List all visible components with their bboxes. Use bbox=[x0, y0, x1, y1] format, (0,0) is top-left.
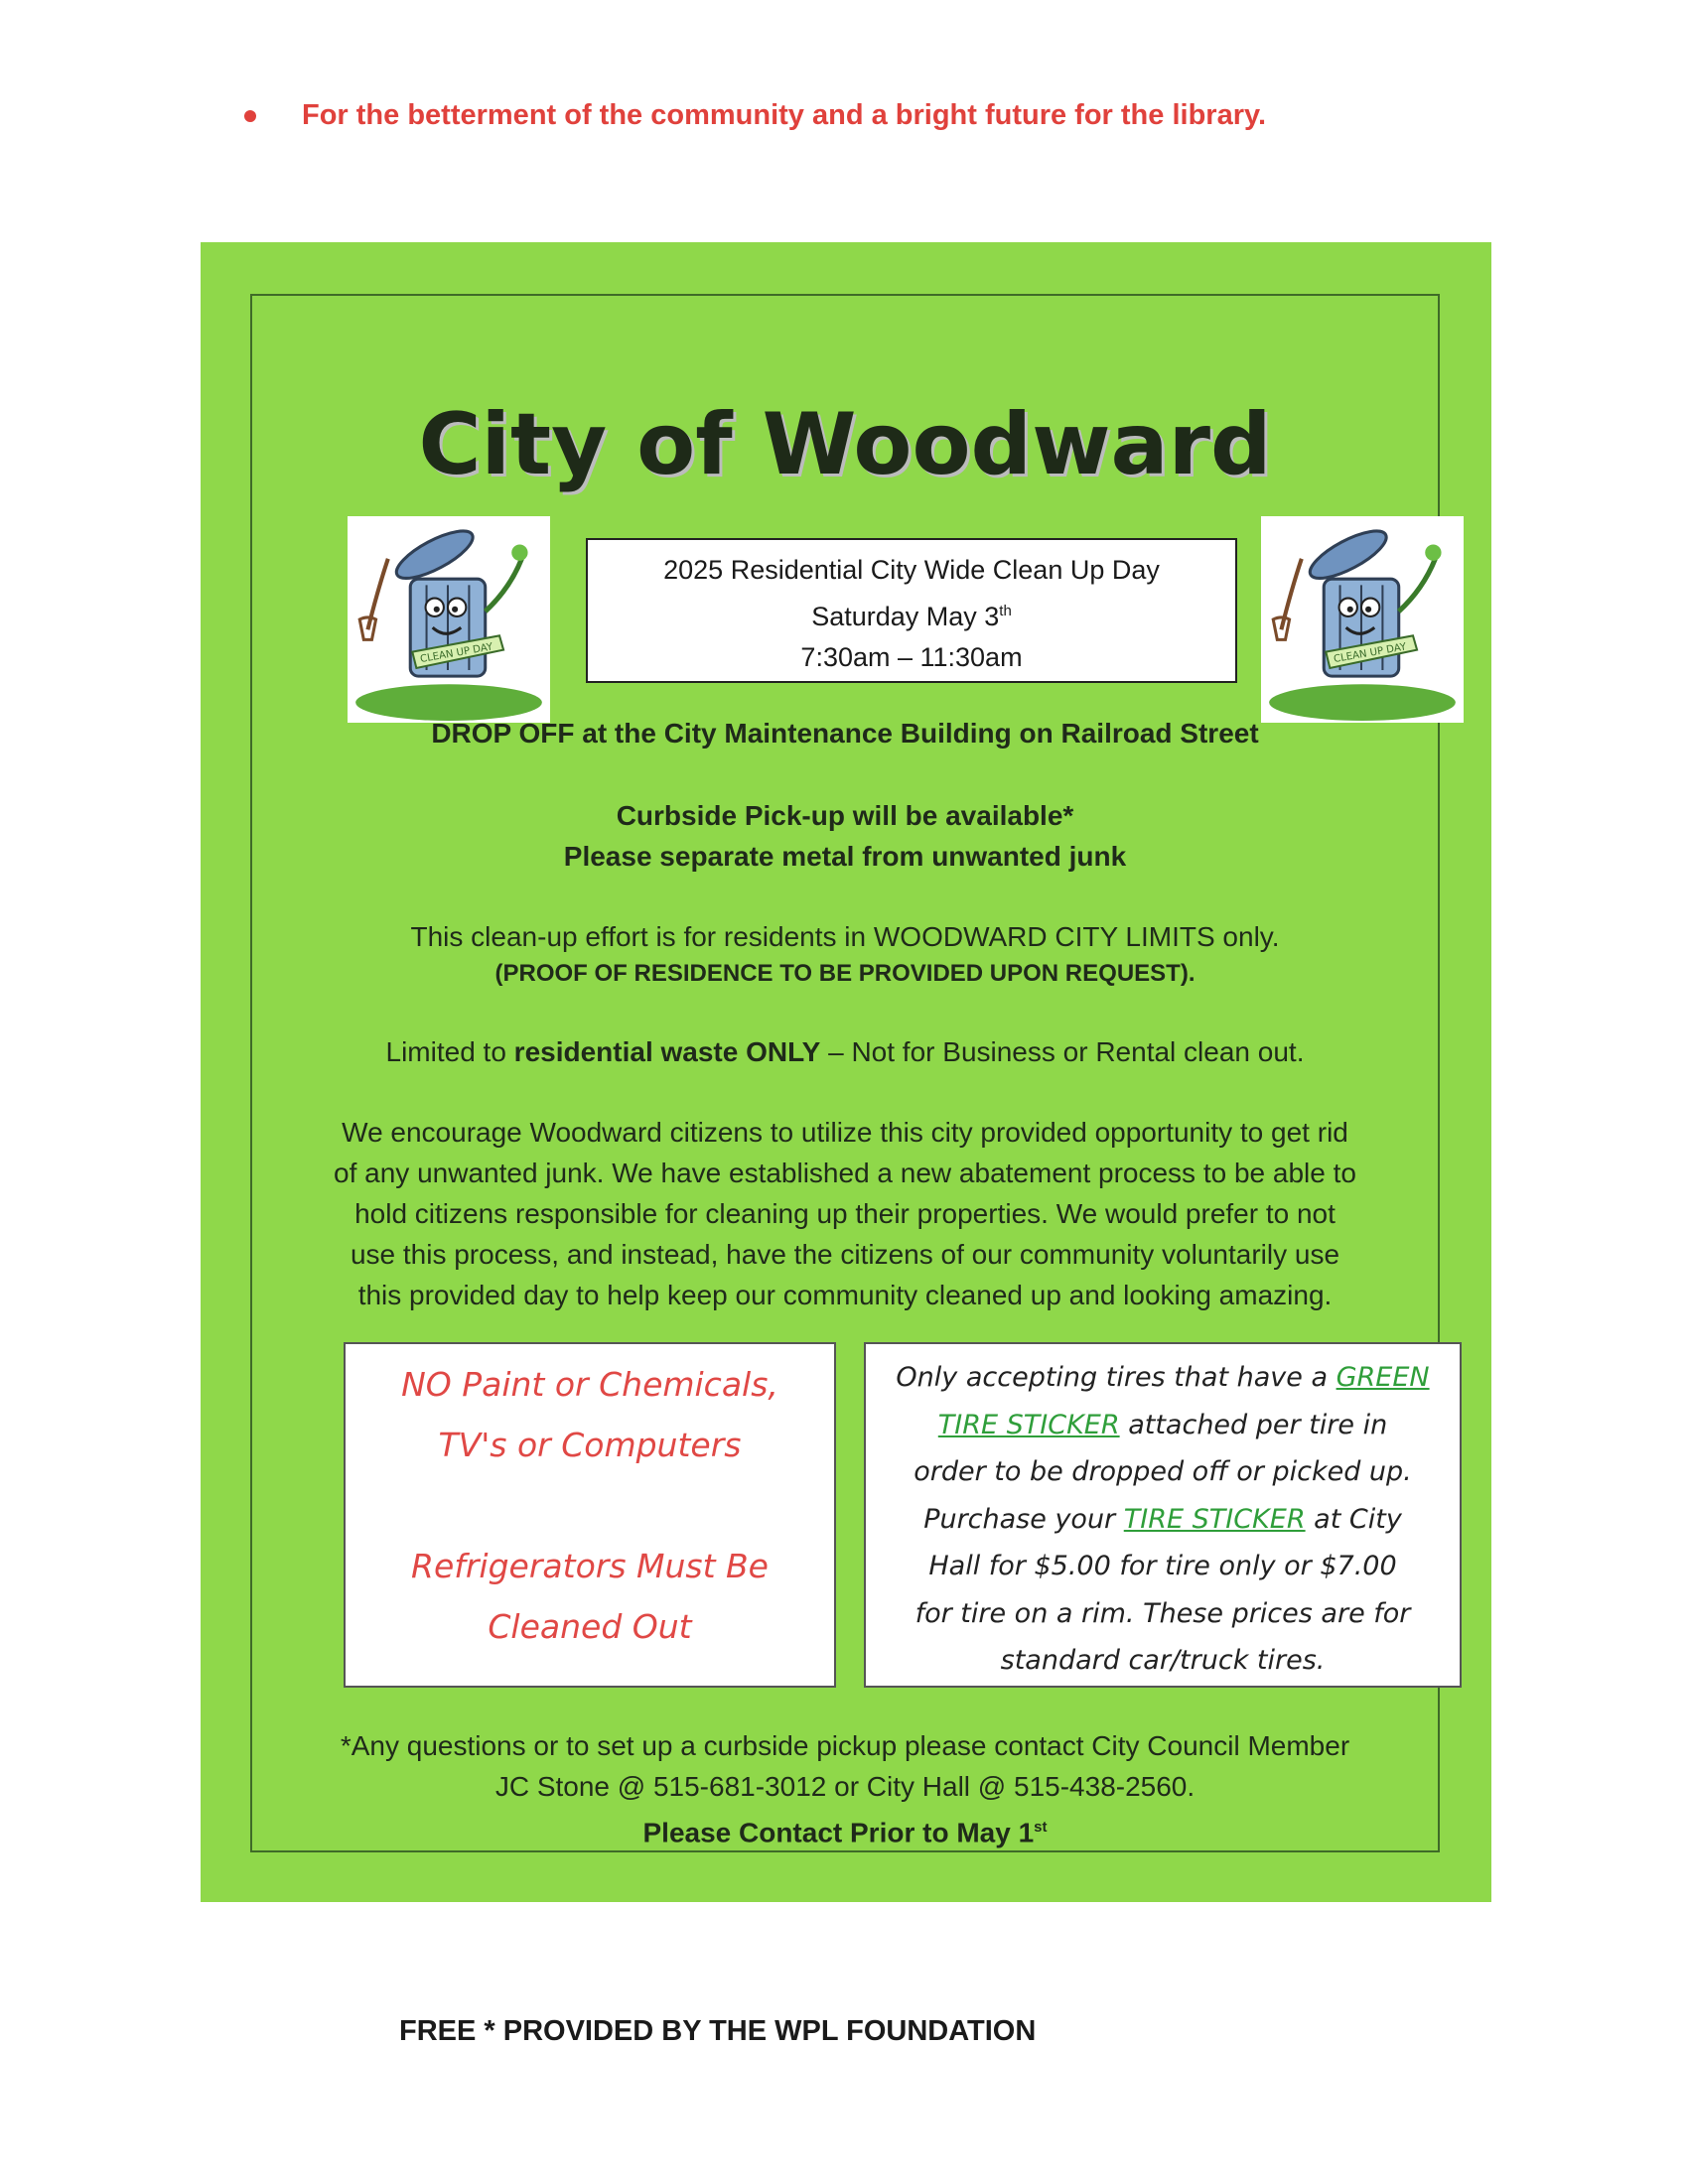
svg-text:CLEAN UP DAY: CLEAN UP DAY bbox=[1333, 641, 1408, 666]
green-link: GREEN bbox=[1336, 1362, 1430, 1393]
encourage-paragraph: We encourage Woodward citizens to utilize this city provided opportunity to get rid of any unwanted junk. We have established a new abatement process to be able to hold citizens responsible for cleaning up their properties. We would prefer to not use this process, and instead, have the citizens of our community voluntarily use this provided day to help keep our community cleaned up and looking amazing. bbox=[334, 1117, 1356, 1310]
tire-sticker-link: TIRE STICKER bbox=[937, 1409, 1120, 1440]
limited-note: Limited to residential waste ONLY – Not for Business or Rental clean out. bbox=[385, 1036, 1305, 1067]
contact-deadline: Please Contact Prior to May 1st bbox=[642, 1817, 1048, 1848]
bullet-text: For the betterment of the community and a bright future for the library. bbox=[302, 99, 1267, 131]
event-time: 7:30am – 11:30am bbox=[800, 642, 1023, 672]
bullet-icon bbox=[244, 110, 256, 122]
trash-can-mascot-icon bbox=[1261, 516, 1464, 723]
tire-sticker-link: TIRE STICKER bbox=[1123, 1503, 1306, 1535]
separate-note: Please separate metal from unwanted junk bbox=[563, 841, 1127, 872]
event-title: 2025 Residential City Wide Clean Up Day bbox=[663, 555, 1160, 585]
event-date: Saturday May 3th bbox=[811, 602, 1012, 631]
flyer-frame bbox=[250, 294, 1440, 1852]
prohibited-items-box: NO Paint or Chemicals, TV's or Computers Refrigerators Must Be Cleaned Out bbox=[344, 1342, 836, 1688]
proof-note: (PROOF OF RESIDENCE TO BE PROVIDED UPON REQUEST). bbox=[494, 960, 1196, 987]
contact-line-1: *Any questions or to set up a curbside pickup please contact City Council Member bbox=[340, 1730, 1350, 1761]
cleanup-flyer bbox=[201, 242, 1491, 1902]
event-info-box bbox=[586, 538, 1237, 683]
svg-text:CLEAN UP DAY: CLEAN UP DAY bbox=[419, 641, 494, 666]
residents-note: This clean-up effort is for residents in WOODWARD CITY LIMITS only. bbox=[410, 921, 1280, 952]
flyer-title: City of Woodward bbox=[418, 395, 1272, 494]
contact-line-2: JC Stone @ 515-681-3012 or City Hall @ 515-438-2560. bbox=[494, 1771, 1196, 1802]
trash-can-mascot-icon bbox=[348, 516, 550, 723]
tire-sticker-box: Only accepting tires that have a GREEN TIRE STICKER attached per tire in order to be dropped off or picked up. Purchase your TIRE STICKER at City Hall for $5.00 for tire only or $7.00 for tire on a rim. These prices are for standard car/truck tires. bbox=[864, 1342, 1462, 1688]
footer-note: FREE * PROVIDED BY THE WPL FOUNDATION bbox=[399, 2015, 1037, 2047]
curbside-note: Curbside Pick-up will be available* bbox=[616, 800, 1074, 831]
dropoff-location: DROP OFF at the City Maintenance Building on Railroad Street bbox=[431, 718, 1259, 749]
top-bullet-line bbox=[244, 99, 1266, 132]
